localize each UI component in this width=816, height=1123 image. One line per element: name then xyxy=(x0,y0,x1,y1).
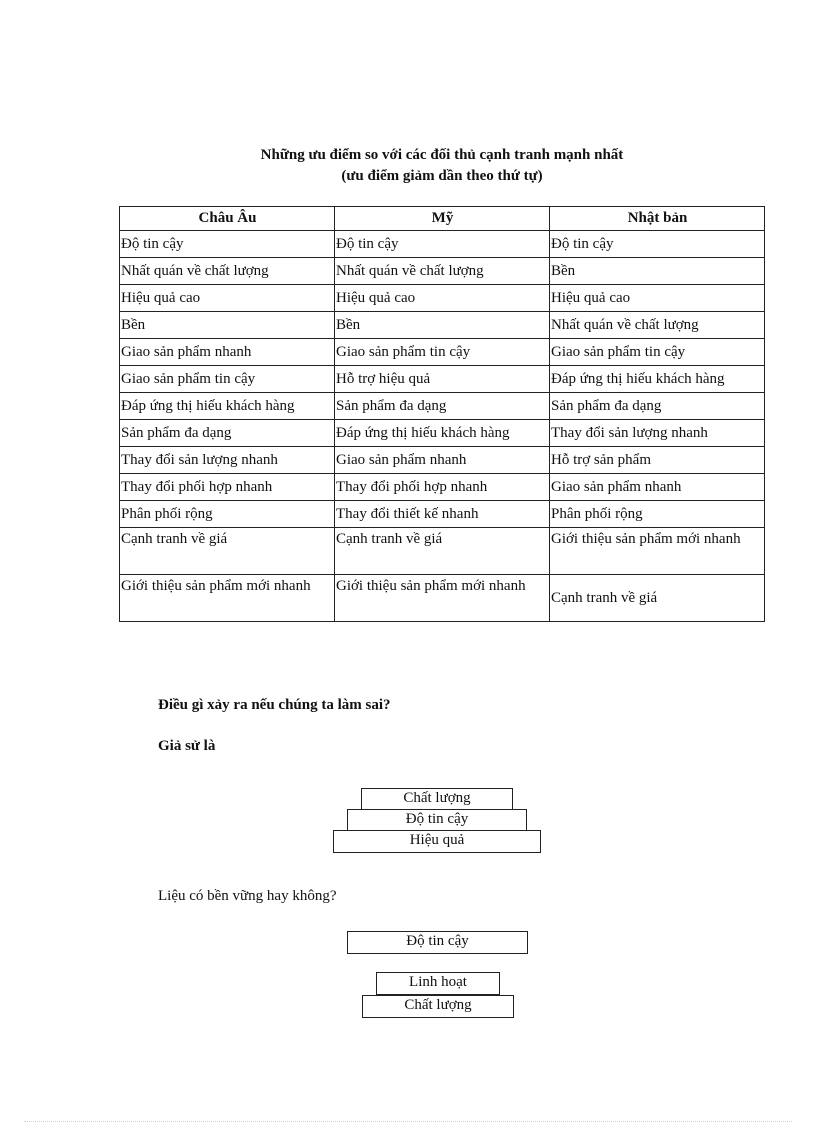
table-row xyxy=(120,447,765,474)
table-cell: Hiệu quả cao xyxy=(550,285,765,312)
table-title: Những ưu điểm so với các đối thủ cạnh tranh mạnh nhất xyxy=(260,147,624,163)
table-cell: Sản phẩm đa dạng xyxy=(120,420,335,447)
question-heading-wrong: Điều gì xảy ra nếu chúng ta làm sai? xyxy=(158,697,391,713)
floating-box-reliability: Độ tin cậy xyxy=(347,931,528,954)
table-cell: Cạnh tranh về giá xyxy=(335,528,550,575)
suppose-heading: Giả sử là xyxy=(158,738,216,754)
table-cell: Độ tin cậy xyxy=(550,231,765,258)
table-cell: Bền xyxy=(120,312,335,339)
table-cell: Đáp ứng thị hiếu khách hàng xyxy=(550,366,765,393)
table-row xyxy=(120,312,765,339)
table-row xyxy=(120,285,765,312)
column-header-europe: Châu Âu xyxy=(120,207,335,231)
table-cell: Giao sản phẩm tin cậy xyxy=(550,339,765,366)
table-cell: Giới thiệu sản phẩm mới nhanh xyxy=(120,575,335,622)
table-cell: Thay đổi phối hợp nhanh xyxy=(335,474,550,501)
table-cell: Giới thiệu sản phẩm mới nhanh xyxy=(335,575,550,622)
table-cell: Đáp ứng thị hiếu khách hàng xyxy=(335,420,550,447)
table-cell: Sản phẩm đa dạng xyxy=(550,393,765,420)
table-cell: Hỗ trợ hiệu quả xyxy=(335,366,550,393)
table-cell: Thay đổi thiết kế nhanh xyxy=(335,501,550,528)
table-cell: Sản phẩm đa dạng xyxy=(335,393,550,420)
table-row xyxy=(120,258,765,285)
table-cell: Cạnh tranh về giá xyxy=(550,575,765,622)
table-cell: Bền xyxy=(550,258,765,285)
stack-box-reliability: Độ tin cậy xyxy=(347,809,527,831)
table-cell: Giao sản phẩm nhanh xyxy=(335,447,550,474)
table-subtitle: (ưu điểm giảm dần theo thứ tự) xyxy=(341,168,543,184)
table-cell: Thay đổi phối hợp nhanh xyxy=(120,474,335,501)
column-header-japan: Nhật bản xyxy=(550,207,765,231)
table-cell: Phân phối rộng xyxy=(550,501,765,528)
table-cell: Nhất quán về chất lượng xyxy=(120,258,335,285)
table-cell: Giới thiệu sản phẩm mới nhanh xyxy=(550,528,765,575)
table-cell: Nhất quán về chất lượng xyxy=(550,312,765,339)
table-cell: Nhất quán về chất lượng xyxy=(335,258,550,285)
table-row xyxy=(120,339,765,366)
table-cell: Hiệu quả cao xyxy=(120,285,335,312)
question-sustainable: Liệu có bền vững hay không? xyxy=(158,888,337,904)
table-cell: Giao sản phẩm nhanh xyxy=(120,339,335,366)
stack-box-quality-base: Chất lượng xyxy=(362,995,514,1018)
table-cell: Thay đổi sản lượng nhanh xyxy=(120,447,335,474)
table-row xyxy=(120,474,765,501)
table-cell: Giao sản phẩm tin cậy xyxy=(120,366,335,393)
stack-box-efficiency: Hiệu quả xyxy=(333,830,541,853)
table-cell: Đáp ứng thị hiếu khách hàng xyxy=(120,393,335,420)
table-row xyxy=(120,501,765,528)
page-footer-divider xyxy=(24,1121,792,1122)
table-cell: Cạnh tranh về giá xyxy=(120,528,335,575)
comparison-table xyxy=(119,206,765,622)
table-cell: Phân phối rộng xyxy=(120,501,335,528)
table-cell: Hỗ trợ sản phẩm xyxy=(550,447,765,474)
table-row xyxy=(120,575,765,622)
table-row xyxy=(120,393,765,420)
table-cell: Thay đổi sản lượng nhanh xyxy=(550,420,765,447)
table-row xyxy=(120,231,765,258)
stack-box-flexibility: Linh hoạt xyxy=(376,972,500,995)
table-cell: Hiệu quả cao xyxy=(335,285,550,312)
table-cell: Độ tin cậy xyxy=(120,231,335,258)
column-header-usa: Mỹ xyxy=(335,207,550,231)
table-cell: Bền xyxy=(335,312,550,339)
table-cell: Giao sản phẩm nhanh xyxy=(550,474,765,501)
table-row xyxy=(120,420,765,447)
table-cell: Độ tin cậy xyxy=(335,231,550,258)
table-cell: Giao sản phẩm tin cậy xyxy=(335,339,550,366)
stack-box-quality: Chất lượng xyxy=(361,788,513,810)
table-header-row xyxy=(120,207,765,231)
table-row xyxy=(120,366,765,393)
table-row xyxy=(120,528,765,575)
